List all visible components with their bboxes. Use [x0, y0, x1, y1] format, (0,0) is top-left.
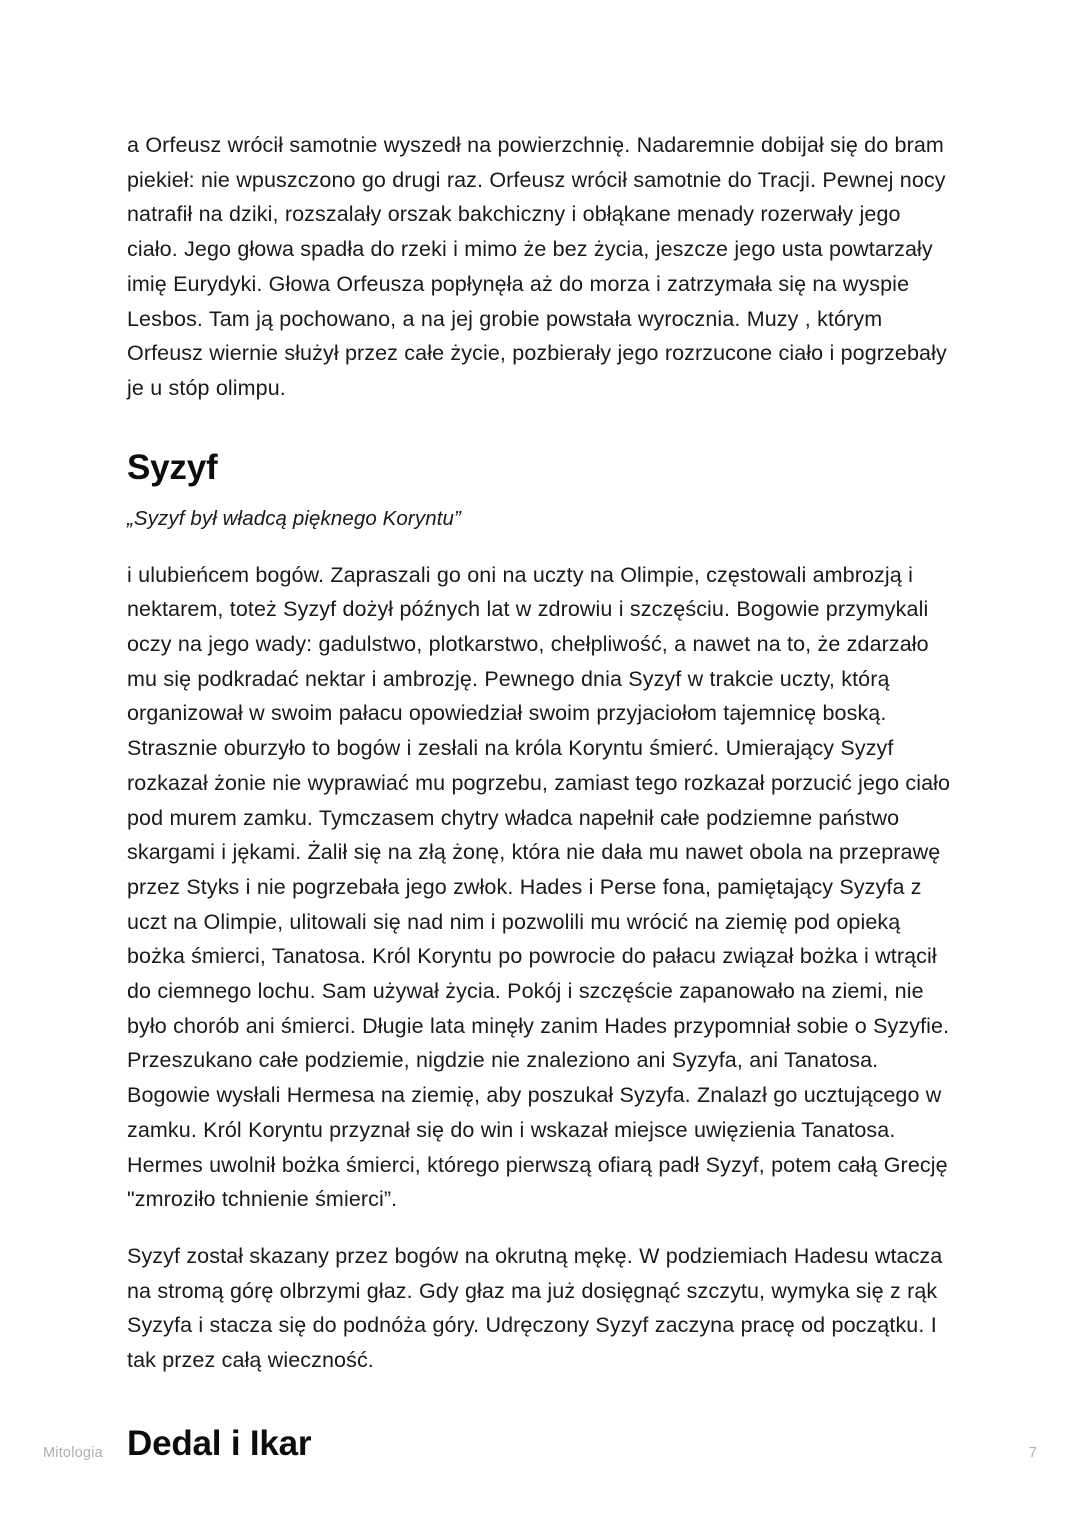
section-syzyf-header [127, 446, 951, 534]
page-footer [0, 1431, 1080, 1527]
page-content [127, 128, 951, 1466]
paragraph-syzyf-main: i ulubieńcem bogów. Zapraszali go oni na uczty na Olimpie, częstowali ambrozją i nektarem, toteż Syzyf dożył późnych lat w zdrowiu i szczęściu. Bogowie przymykali oczy na jego wady: gadulstwo, plotkarstwo, chełpliwość, a nawet na to, że zdarzało mu się podkradać nektar i ambrozję. Pewnego dnia Syzyf w trakcie uczty, którą organizował w swoim pałacu opowiedział swoim przyjaciołom tajemnicę boską. Strasznie oburzyło to bogów i zesłali na króla Koryntu śmierć. Umierający Syzyf rozkazał żonie nie wyprawiać mu pogrzebu, zamiast tego rozkazał porzucić jego ciało pod murem zamku. Tymczasem chytry władca napełnił całe podziemne państwo skargami i jękami. Żalił się na złą żonę, która nie dała mu nawet obola na przeprawę przez Styks i nie pogrzebała jego zwłok. Hades i Perse fona, pamiętający Syzyfa z uczt na Olimpie, ulitowali się nad nim i pozwolili mu wrócić na ziemię pod opieką bożka śmierci, Tanatosa. Król Koryntu po powrocie do pałacu związał bożka i wtrącił do ciemnego lochu. Sam używał życia. Pokój i szczęście zapanowało na ziemi, nie było chorób ani śmierci. Długie lata minęły zanim Hades przypomniał sobie o Syzyfie. Przeszukano całe podziemie, nigdzie nie znaleziono ani Syzyfa, ani Tanatosa. Bogowie wysłali Hermesa na ziemię, aby poszukał Syzyfa. Znalazł go ucztującego w zamku. Król Koryntu przyznał się do win i wskazał miejsce uwięzienia Tanatosa. Hermes uwolnił bożka śmierci, którego pierwszą ofiarą padł Syzyf, potem całą Grecję "zmroziło tchnienie śmierci”. [127, 562, 951, 1212]
footer-page-number: 7 [1028, 1444, 1037, 1461]
heading-dedal-i-ikar: Dedal i Ikar [127, 1423, 312, 1463]
heading-syzyf: Syzyf [127, 447, 218, 487]
paragraph-orfeusz: a Orfeusz wrócił samotnie wyszedł na powierzchnię. Nadaremnie dobijał się do bram piekieł: nie wpuszczono go drugi raz. Orfeusz wrócił samotnie do Tracji. Pewnej nocy natrafił na dziki, rozszalały orszak bakchiczny i obłąkane menady rozerwały jego ciało. Jego głowa spadła do rzeki i mimo że bez życia, jeszcze jego usta powtarzały imię Eurydyki. Głowa Orfeusza popłynęła aż do morza i zatrzymała się na wyspie Lesbos. Tam ją pochowano, a na jej grobie powstała wyrocznia. Muzy , którym Orfeusz wiernie służył przez całe życie, pozbierały jego rozrzucone ciało i pogrzebały je u stóp olimpu. [127, 133, 947, 400]
paragraph-syzyf-kara: Syzyf został skazany przez bogów na okrutną mękę. W podziemiach Hadesu wtacza na stromą górę olbrzymi głaz. Gdy głaz ma już dosięgnąć szczytu, wymyka się z rąk Syzyfa i stacza się do podnóża góry. Udręczony Syzyf zaczyna pracę od początku. I tak przez całą wieczność. [127, 1243, 943, 1373]
footer-document-title: Mitologia [43, 1445, 103, 1461]
subtitle-syzyf-quote: „Syzyf był władcą pięknego Koryntu” [127, 506, 461, 530]
